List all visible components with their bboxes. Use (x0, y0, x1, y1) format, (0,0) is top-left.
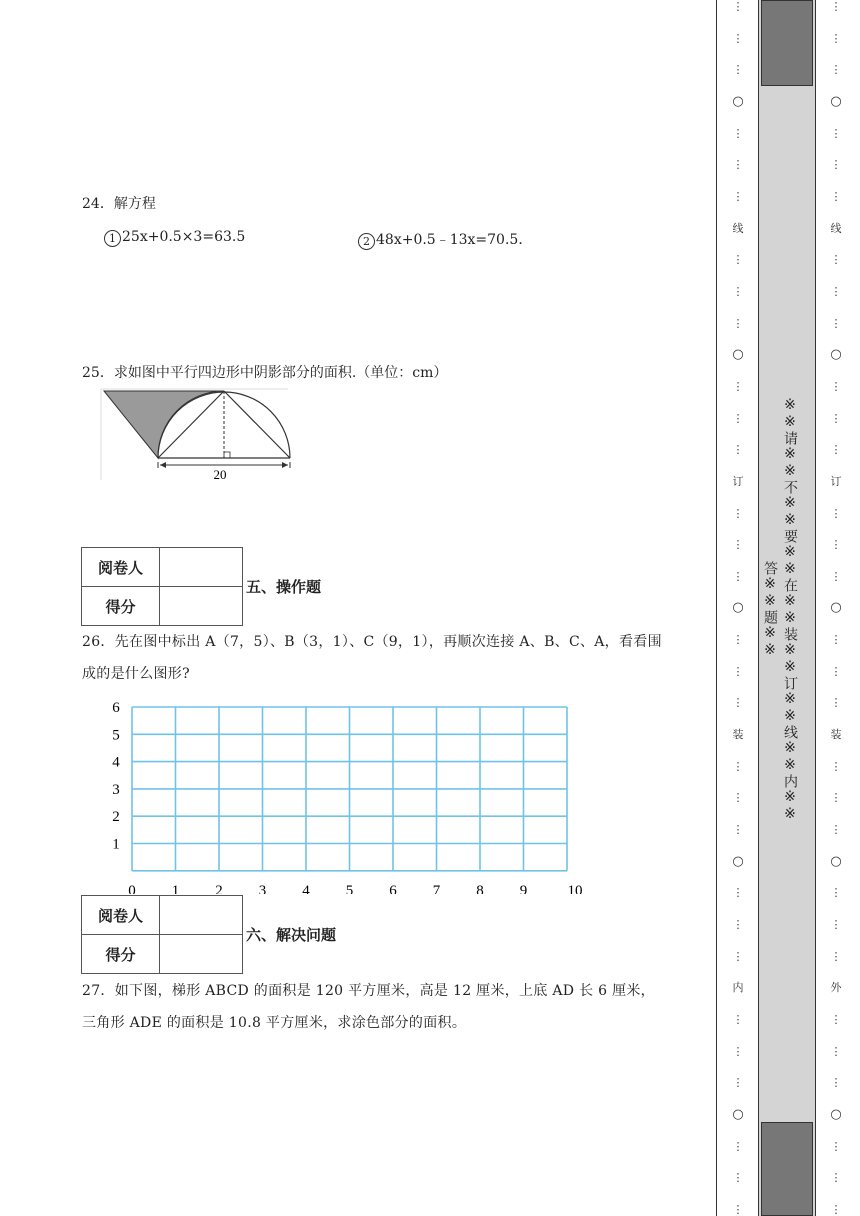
reviewer-label: 阅卷人 (82, 896, 160, 935)
x-axis-tick-label: 2 (215, 882, 223, 894)
y-axis-tick-label: 6 (112, 700, 120, 716)
score-blank[interactable] (160, 587, 243, 626)
x-axis-tick-label: 9 (519, 882, 528, 894)
dots: ⋮ (732, 538, 744, 552)
binding-label: 线 (830, 221, 842, 235)
q27-line-2: 三角形 ADE 的面积是 10.8 平方厘米，求涂色部分的面积。 (82, 1015, 467, 1031)
dots: ⋮ (830, 949, 842, 963)
dots: ⋮ (830, 31, 842, 45)
dots: ⋮ (732, 0, 744, 13)
x-axis-tick-label: 3 (258, 882, 267, 894)
dots: ⋮ (732, 1139, 744, 1153)
binding-column-inner (718, 0, 758, 1216)
dots: ⋮ (830, 189, 842, 203)
score-label: 得分 (82, 935, 160, 974)
circle-mark: ○ (830, 347, 842, 363)
dots: ⋮ (830, 411, 842, 425)
section6-title: 六、解决问题 (246, 926, 337, 944)
circle-mark: ○ (830, 600, 842, 616)
score-label: 得分 (82, 587, 160, 626)
dots: ⋮ (830, 0, 842, 13)
circle-mark: ○ (732, 93, 744, 109)
reviewer-blank[interactable] (160, 548, 243, 587)
dots: ⋮ (732, 253, 744, 267)
q24-title: 24．解方程 (82, 196, 156, 212)
dots: ⋮ (830, 158, 842, 172)
dots: ⋮ (732, 823, 744, 837)
reviewer-label: 阅卷人 (82, 548, 160, 587)
circle-mark: ○ (732, 600, 744, 616)
dots: ⋮ (830, 126, 842, 140)
circle-mark: ○ (830, 1106, 842, 1122)
dots: ⋮ (830, 443, 842, 457)
q24-equation-2 (358, 229, 532, 250)
dots: ⋮ (830, 823, 842, 837)
dots: ⋮ (830, 918, 842, 932)
dots: ⋮ (732, 886, 744, 900)
grid-labels (112, 700, 582, 894)
dots: ⋮ (732, 379, 744, 393)
section5-score-table (81, 547, 243, 626)
dots: ⋮ (830, 886, 842, 900)
dots: ⋮ (732, 1171, 744, 1185)
q26-line-2: 成的是什么图形? (82, 666, 190, 682)
dots: ⋮ (732, 411, 744, 425)
binding-label: 装 (830, 728, 842, 742)
y-axis-tick-label: 4 (112, 754, 120, 771)
dots: ⋮ (830, 506, 842, 520)
x-axis-tick-label: 6 (389, 882, 397, 894)
x-axis-tick-label: 4 (302, 882, 310, 894)
section5-title: 五、操作题 (246, 578, 322, 596)
dots: ⋮ (830, 1076, 842, 1090)
dots: ⋮ (732, 1044, 744, 1058)
dots: ⋮ (732, 759, 744, 773)
dots: ⋮ (732, 284, 744, 298)
binding-label: 订 (732, 474, 744, 488)
dots: ⋮ (732, 189, 744, 203)
dots: ⋮ (830, 569, 842, 583)
q26-text (82, 626, 694, 690)
x-axis-tick-label: 8 (476, 882, 484, 894)
dots: ⋮ (732, 569, 744, 583)
dots: ⋮ (830, 664, 842, 678)
q26-coordinate-grid (100, 696, 590, 894)
dots: ⋮ (830, 696, 842, 710)
circle-mark: ○ (732, 347, 744, 363)
binding-column-outer (816, 0, 856, 1216)
y-axis-tick-label: 5 (112, 727, 120, 744)
circle-mark: ○ (830, 853, 842, 869)
circle-mark: ○ (732, 853, 744, 869)
binding-label: 线 (732, 221, 744, 235)
dots: ⋮ (830, 316, 842, 330)
binding-border-left (716, 0, 717, 1216)
q26-line-1: 26．先在图中标出 A（7，5）、B（3，1）、C（9，1），再顺次连接 A、B、C、A，看看围 (82, 634, 662, 650)
dots: ⋮ (830, 379, 842, 393)
dots: ⋮ (732, 664, 744, 678)
dots: ⋮ (732, 918, 744, 932)
dots: ⋮ (732, 316, 744, 330)
circled-number-2: 2 (358, 233, 375, 250)
q24-equation-1 (104, 229, 245, 247)
dots: ⋮ (830, 1171, 842, 1185)
q25-parallelogram-figure (100, 388, 292, 484)
dots: ⋮ (732, 949, 744, 963)
binding-block-top (761, 0, 813, 86)
dots: ⋮ (830, 759, 842, 773)
dots: ⋮ (732, 696, 744, 710)
reviewer-blank[interactable] (160, 896, 243, 935)
score-blank[interactable] (160, 935, 243, 974)
dots: ⋮ (732, 791, 744, 805)
y-axis-tick-label: 1 (112, 836, 120, 853)
dots: ⋮ (732, 63, 744, 77)
section6-score-table (81, 895, 243, 974)
x-axis-tick-label: 5 (345, 882, 354, 894)
dots: ⋮ (830, 538, 842, 552)
circle-mark: ○ (830, 93, 842, 109)
binding-label: 装 (732, 728, 744, 742)
binding-label: 内 (732, 981, 744, 995)
dots: ⋮ (830, 253, 842, 267)
dots: ⋮ (732, 158, 744, 172)
dots: ⋮ (732, 126, 744, 140)
dots: ⋮ (732, 1076, 744, 1090)
x-axis-tick-label: 10 (567, 882, 583, 894)
q27-text (82, 975, 694, 1039)
dots: ⋮ (732, 443, 744, 457)
dots: ⋮ (732, 1202, 744, 1216)
equation-1-text: 25x+0.5×3=63.5 (122, 229, 246, 245)
q27-line-1: 27．如下图，梯形 ABCD 的面积是 120 平方厘米，高是 12 厘米，上底 AD 长 6 厘米， (82, 983, 655, 999)
binding-label: 外 (830, 981, 842, 995)
dots: ⋮ (830, 791, 842, 805)
binding-block-bottom (761, 1122, 813, 1216)
dots: ⋮ (830, 1202, 842, 1216)
equation-2-text: 48x+0.5﹣13x=70.5． (376, 232, 533, 248)
q25-dimension-label: 20 (213, 467, 227, 482)
grid-lines (132, 707, 567, 871)
dots: ⋮ (830, 1139, 842, 1153)
dots: ⋮ (732, 1013, 744, 1026)
y-axis-tick-label: 3 (112, 781, 120, 798)
circle-mark: ○ (732, 1106, 744, 1122)
dots: ⋮ (830, 63, 842, 77)
circled-number-1: 1 (104, 230, 121, 247)
x-axis-tick-label: 7 (432, 882, 441, 894)
dots: ⋮ (830, 633, 842, 647)
dots: ⋮ (732, 633, 744, 647)
y-axis-tick-label: 2 (112, 809, 120, 826)
binding-label: 订 (830, 474, 842, 488)
binding-notice: ※※请※※不※※要※※在※※装※※订※※线※※内※※答※※题※※ (762, 397, 798, 823)
dots: ⋮ (830, 1044, 842, 1058)
dots: ⋮ (732, 31, 744, 45)
dots: ⋮ (830, 284, 842, 298)
dots: ⋮ (732, 506, 744, 520)
dots: ⋮ (830, 1013, 842, 1026)
x-axis-tick-label: 1 (171, 882, 180, 894)
q25-title: 25．求如图中平行四边形中阴影部分的面积.（单位：cm） (82, 365, 448, 381)
x-axis-tick-label: 0 (128, 882, 136, 894)
